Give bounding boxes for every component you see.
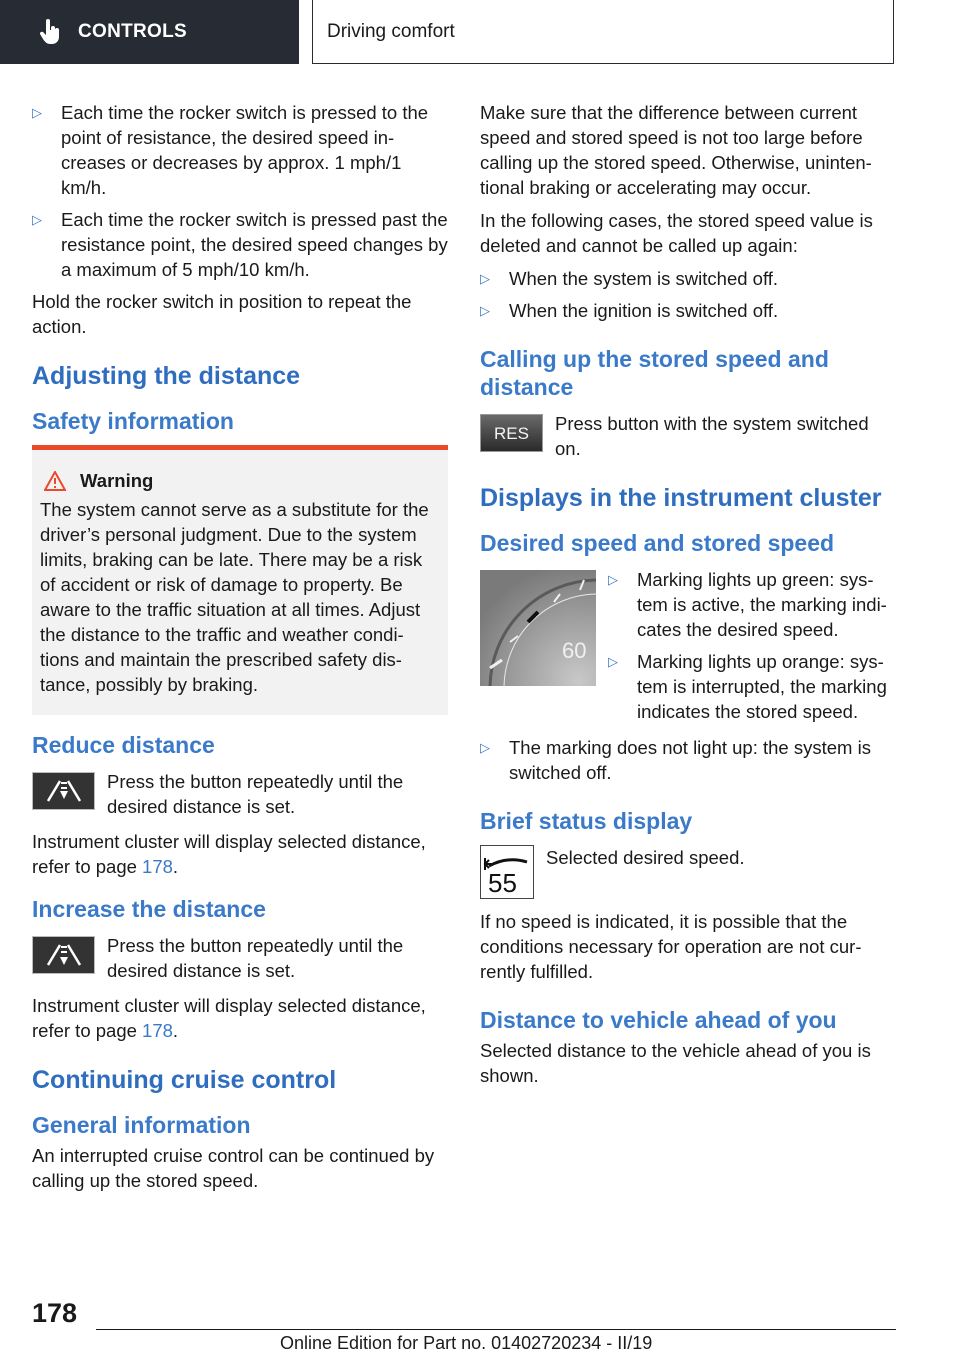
triangle-bullet-icon: ▷ (480, 740, 490, 755)
list-item: ▷ Marking lights up green: sys-tem is active, the marking indi-cates the desired speed. (608, 569, 887, 640)
left-column (32, 100, 448, 1201)
heading-reduce-distance: Reduce distance (32, 732, 215, 758)
footer-divider (96, 1329, 896, 1330)
triangle-bullet-icon: ▷ (608, 654, 618, 669)
heading-brief-status-display: Brief status display (480, 808, 693, 834)
desired-speed-block (480, 567, 896, 731)
deleted-text: In the following cases, the stored speed value is deleted and cannot be called up again: (480, 210, 873, 256)
general-text: An interrupted cruise control can be continued by calling up the stored speed. (32, 1145, 435, 1191)
increase-distance-row (32, 933, 448, 983)
list-item: ▷ When the ignition is switched off. (480, 300, 779, 321)
list-item: ▷ Each time the rocker switch is pressed to the point of resistance, the desired speed in-creases or decreases by approx. 1 mph/1 km/h. (32, 102, 429, 198)
triangle-bullet-icon: ▷ (608, 572, 618, 587)
list-item: ▷ The marking does not light up: the system is switched off. (480, 737, 871, 783)
brief-status-row (480, 845, 896, 899)
intro-text: Make sure that the difference between current speed and stored speed is not too large before calling up the stored speed. Otherwise, uninten-tional braking or accelerating may occur. (480, 102, 872, 198)
heading-continuing-cruise-control: Continuing cruise control (32, 1066, 337, 1094)
speed-55-icon (480, 845, 534, 899)
triangle-bullet-icon: ▷ (480, 271, 490, 286)
warning-text: The system cannot serve as a substitute for the driver’s personal judgment. Due to the system limits, braking can be late. There may be a risk of accident or risk of damage to property. Be aware to the traffic situation at all times. Adjust the distance to the traffic and weather condi-tions and maintain the prescribed safety dis-tance, possibly by braking. (40, 499, 429, 695)
hold-text: Hold the rocker switch in position to repeat the action. (32, 291, 412, 337)
section-tab (0, 0, 299, 64)
increase-reference: Instrument cluster will display selected distance, refer to page 178. (32, 995, 426, 1041)
right-column (480, 100, 896, 1096)
triangle-bullet-icon: ▷ (480, 303, 490, 318)
no-speed-text: If no speed is indicated, it is possible that the conditions necessary for operation are not cur-rently fulfilled. (480, 911, 862, 982)
chapter-title: Driving comfort (327, 20, 455, 42)
heading-adjusting-distance: Adjusting the distance (32, 362, 301, 390)
increase-distance-button-icon (32, 936, 95, 974)
triangle-bullet-icon: ▷ (32, 212, 42, 227)
list-item: ▷ When the system is switched off. (480, 268, 779, 289)
heading-general-information: General information (32, 1112, 251, 1138)
marking-list (608, 567, 896, 731)
res-text: Press button with the system switched on. (555, 413, 869, 459)
brief-text: Selected desired speed. (546, 847, 745, 868)
footer-edition: Online Edition for Part no. 01402720234 - II/19 (280, 1333, 653, 1353)
list-item: ▷ Marking lights up orange: sys-tem is interrupted, the marking indicates the stored speed. (608, 651, 887, 722)
warning-box (32, 445, 448, 715)
increase-distance-text: Press the button repeatedly until the desired distance is set. (107, 935, 404, 981)
warning-triangle-icon (44, 471, 66, 491)
heading-increase-distance: Increase the distance (32, 896, 266, 922)
list-item: ▷ Each time the rocker switch is pressed past the resistance point, the desired speed changes by a maximum of 5 mph/10 km/h. (32, 209, 448, 280)
res-row (480, 411, 896, 461)
heading-distance-vehicle-ahead: Distance to vehicle ahead of you (480, 1007, 837, 1033)
speedometer-image (480, 570, 596, 686)
section-title: CONTROLS (78, 21, 188, 42)
gauge-number: 60 (562, 638, 587, 663)
heading-safety-information: Safety information (32, 408, 234, 434)
chapter-tab (312, 0, 894, 64)
heading-calling-up-stored-speed: Calling up the stored speed and distance (480, 346, 829, 400)
reduce-reference: Instrument cluster will display selected distance, refer to page 178. (32, 831, 426, 877)
brief-number: 55 (488, 868, 517, 898)
heading-displays-instrument-cluster: Displays in the instrument cluster (480, 484, 882, 512)
res-button-icon: RES (480, 414, 543, 452)
page-link[interactable]: 178 (142, 1020, 173, 1041)
reduce-distance-text: Press the button repeatedly until the desired distance is set. (107, 771, 404, 817)
reduce-distance-button-icon (32, 772, 95, 810)
triangle-bullet-icon: ▷ (32, 105, 42, 120)
page-number: 178 (32, 1298, 78, 1328)
heading-desired-stored-speed: Desired speed and stored speed (480, 530, 835, 556)
reduce-distance-row (32, 769, 448, 819)
page-link[interactable]: 178 (142, 856, 173, 877)
hand-pointer-icon (40, 19, 62, 45)
warning-title: Warning (40, 468, 440, 493)
vehicle-text: Selected distance to the vehicle ahead of you is shown. (480, 1040, 871, 1086)
